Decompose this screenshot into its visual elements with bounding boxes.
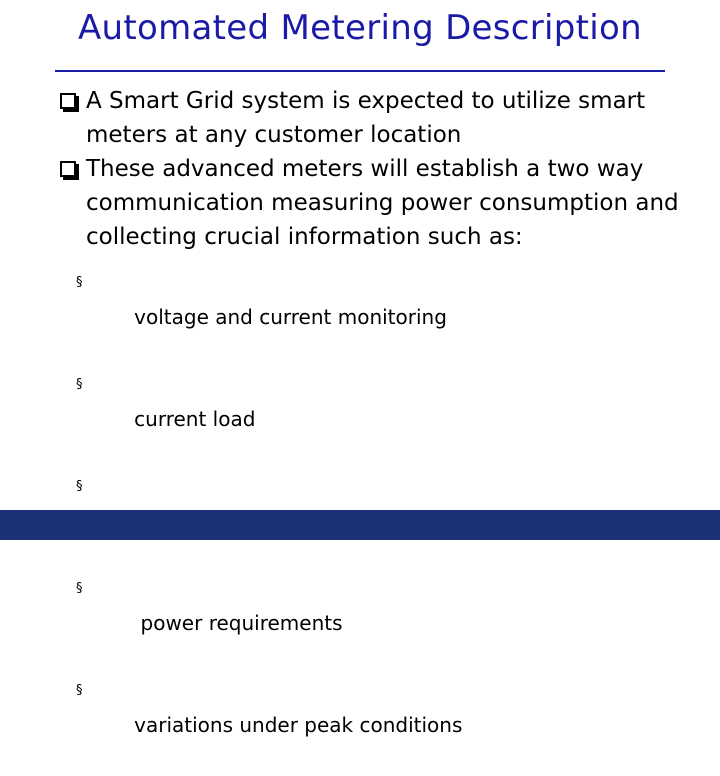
sub-bullet-item bbox=[76, 368, 700, 470]
bullet-text: A Smart Grid system is expected to utilize smart meters at any customer location bbox=[86, 88, 646, 148]
bullet-text: These advanced meters will establish a two way communication measuring power consumption and collecting crucial information such as: bbox=[86, 156, 679, 250]
square-bullet-icon bbox=[60, 93, 76, 109]
sub-bullet-text: current load bbox=[134, 407, 256, 431]
sub-bullet-text: power requirements bbox=[134, 611, 343, 635]
bullet-item bbox=[60, 152, 700, 254]
slide-content bbox=[60, 84, 700, 776]
sub-bullet-text: voltage and current monitoring bbox=[134, 305, 447, 329]
sub-bullet-item bbox=[76, 674, 700, 776]
section-sign-icon: § bbox=[76, 683, 83, 698]
sub-bullet-item bbox=[76, 572, 700, 674]
bullet-item bbox=[60, 84, 700, 152]
sub-bullet-text: variations under peak conditions bbox=[134, 713, 463, 737]
square-bullet-icon bbox=[60, 161, 76, 177]
footer-bar bbox=[0, 510, 720, 540]
section-sign-icon: § bbox=[76, 377, 83, 392]
title-divider bbox=[55, 70, 665, 72]
slide-title: Automated Metering Description bbox=[77, 8, 643, 48]
section-sign-icon: § bbox=[76, 479, 83, 494]
section-sign-icon: § bbox=[76, 275, 83, 290]
section-sign-icon: § bbox=[76, 581, 83, 596]
sub-bullet-item bbox=[76, 266, 700, 368]
